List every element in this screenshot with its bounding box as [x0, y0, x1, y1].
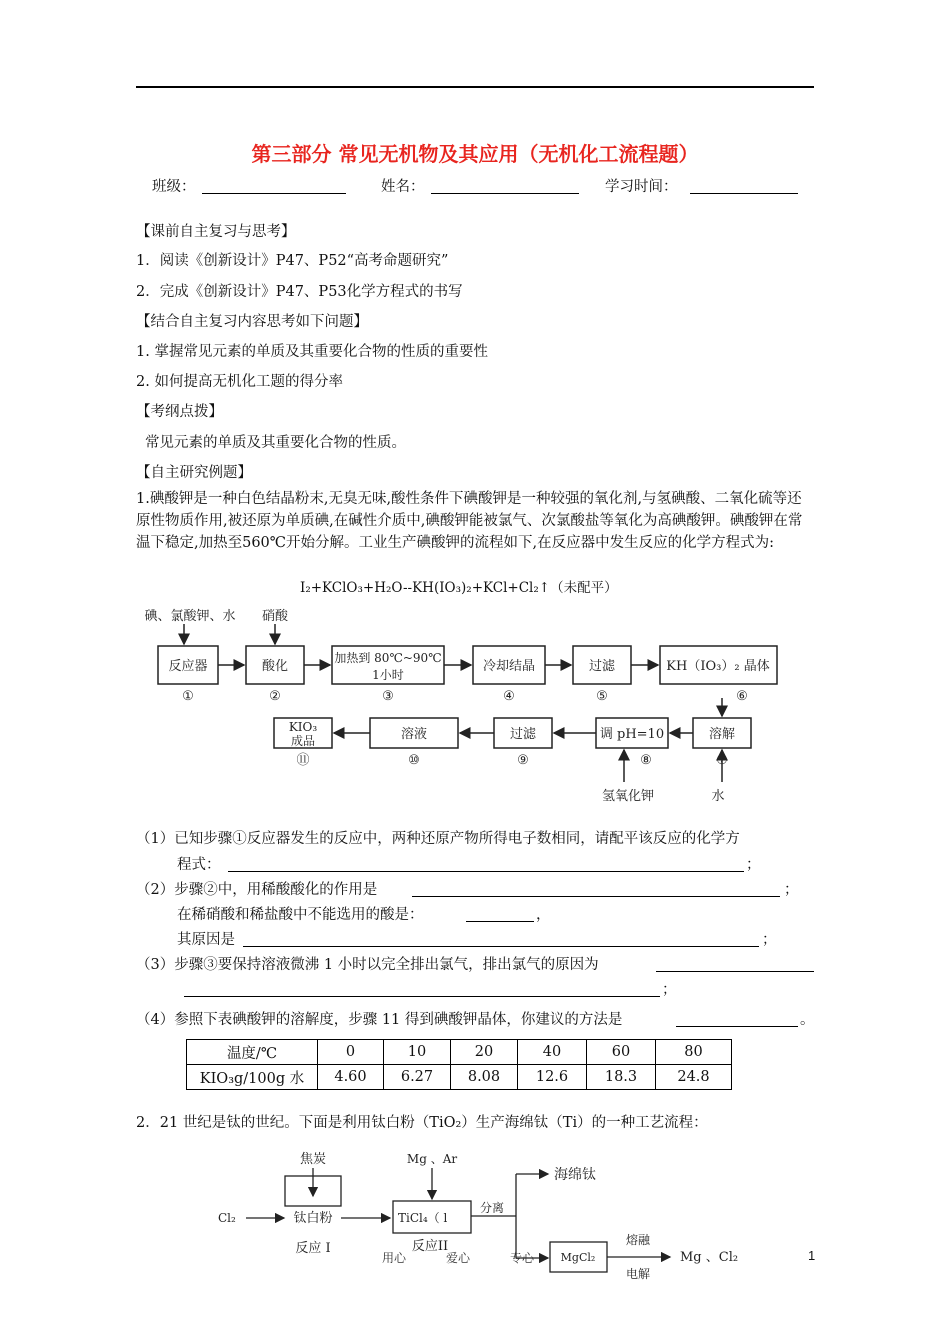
outline-heading: 【考纲点拨】 — [136, 404, 223, 420]
step-10-label: 溶液 — [400, 727, 428, 742]
flow-input-koh: 氢氧化钾 — [601, 789, 655, 804]
step-2-num: ② — [269, 689, 281, 704]
table-cell: 10 — [384, 1040, 451, 1065]
outline-text: 常见元素的单质及其重要化合物的性质。 — [145, 435, 406, 451]
q1-sub3-semicolon: ； — [662, 982, 677, 998]
q1-sub3-answer-blank-2[interactable] — [184, 996, 660, 997]
titanium-flow-diagram — [210, 1146, 790, 1286]
q1-sub4-answer-blank[interactable] — [676, 1026, 798, 1027]
step-3-label: 加热到 80℃~90℃ — [334, 651, 442, 665]
q1-sub2-answer-blank[interactable] — [412, 896, 780, 897]
step-4-label: 冷却结晶 — [482, 659, 536, 674]
table-cell: 8.08 — [451, 1065, 518, 1090]
q1-sub1-semicolon: ； — [746, 857, 761, 873]
think-item-2: 2. 如何提高无机化工题的得分率 — [136, 374, 343, 390]
step-3-label2: 1小时 — [372, 668, 404, 682]
q1-sub2-reason-semicolon: ； — [762, 932, 777, 948]
think-heading: 【结合自主复习内容思考如下问题】 — [136, 314, 368, 330]
class-label: 班级： — [152, 179, 196, 195]
page-title: 第三部分 常见无机物及其应用（无机化工流程题） — [251, 142, 699, 166]
q1-sub2-acid-blank[interactable] — [466, 921, 534, 922]
cl2-input-label: Cl₂ — [218, 1211, 236, 1225]
table-cell: 18.3 — [587, 1065, 656, 1090]
step-8-num: ⑧ — [640, 753, 652, 768]
reaction-2-label: 反应II — [411, 1239, 449, 1254]
step-7-label: 溶解 — [708, 727, 736, 742]
tio2-label: 钛白粉 — [293, 1211, 333, 1226]
step-2-label: 酸化 — [261, 659, 289, 674]
step-11-label2: 成品 — [290, 734, 316, 748]
mgcl2-label: MgCl₂ — [560, 1251, 596, 1264]
table-row — [187, 1040, 732, 1065]
flow-input-nitric-acid: 硝酸 — [261, 609, 289, 624]
q1-sub2-reason-blank[interactable] — [243, 946, 759, 947]
sponge-ti-label: 海绵钛 — [554, 1167, 596, 1183]
watermark-text: 专心 — [510, 1251, 535, 1265]
kio3-flow-diagram — [140, 604, 790, 808]
ticl4-label: TiCl₄（ l — [398, 1211, 448, 1225]
q1-sub2-text: （2）步骤②中，用稀酸酸化的作用是 — [136, 882, 378, 898]
name-blank[interactable] — [431, 193, 579, 194]
step-9-num: ⑨ — [517, 753, 529, 768]
name-label: 姓名： — [381, 179, 425, 195]
watermark-text: 爱心 — [446, 1251, 471, 1265]
flow-input-reagents: 碘、氯酸钾、水 — [144, 609, 236, 624]
class-blank[interactable] — [202, 193, 346, 194]
q1-sub1-answer-blank[interactable] — [228, 871, 744, 872]
reaction-1-label: 反应 I — [295, 1241, 331, 1256]
table-cell: 80 — [656, 1040, 732, 1065]
step-3-num: ③ — [382, 689, 394, 704]
step-4-num: ④ — [503, 689, 515, 704]
step-7-num: ⑦ — [716, 753, 728, 768]
examples-heading: 【自主研究例题】 — [136, 465, 252, 481]
review-item-1: 1．阅读《创新设计》P47、P52“高考命题研究” — [136, 253, 449, 269]
q1-sub4-period: 。 — [800, 1012, 815, 1028]
review-item-2: 2．完成《创新设计》P47、P53化学方程式的书写 — [136, 284, 463, 300]
page-number: 1 — [808, 1248, 816, 1263]
q1-sub1-label: 程式： — [177, 857, 221, 873]
melt-label: 熔融 — [625, 1233, 651, 1247]
time-blank[interactable] — [690, 193, 798, 194]
step-9-label: 过滤 — [509, 727, 537, 742]
step-6-num: ⑥ — [736, 689, 748, 704]
q1-sub2-reason-label: 其原因是 — [177, 932, 235, 948]
q1-sub3-answer-blank[interactable] — [656, 971, 814, 972]
table-cell: 24.8 — [656, 1065, 732, 1090]
q1-sub3-text: （3）步骤③要保持溶液微沸 1 小时以完全排出氯气，排出氯气的原因为 — [136, 957, 599, 973]
table-cell: 20 — [451, 1040, 518, 1065]
q1-intro: 1.碘酸钾是一种白色结晶粉末,无臭无味,酸性条件下碘酸钾是一种较强的氧化剂,与氢碘酸、二氧化硫等还原性物质作用,被还原为单质碘,在碱性介质中,碘酸钾能被氯气、次氯酸盐等氧化为高碘酸钾。碘酸钾在常温下稳定,加热至560℃开始分解。工业生产碘酸钾的流程如下,在反应器中发生反应的化学方程式为: — [136, 491, 803, 551]
table-cell: 温度/℃ — [187, 1040, 318, 1065]
step-1-num: ① — [182, 689, 194, 704]
electrolysis-label: 电解 — [625, 1267, 651, 1281]
review-heading: 【课前自主复习与思考】 — [136, 224, 296, 240]
table-cell: 12.6 — [518, 1065, 587, 1090]
q1-sub2-comma: ， — [536, 907, 551, 923]
solubility-table — [186, 1039, 732, 1090]
step-8-label: 调 pH=10 — [599, 727, 665, 742]
table-cell: 60 — [587, 1040, 656, 1065]
step-11-label: KIO₃ — [288, 720, 318, 734]
table-cell: 0 — [318, 1040, 384, 1065]
separate-label: 分离 — [479, 1201, 505, 1215]
step-5-num: ⑤ — [596, 689, 608, 704]
q1-sub1-text: （1）已知步骤①反应器发生的反应中，两种还原产物所得电子数相同，请配平该反应的化学方 — [136, 831, 740, 847]
table-row — [187, 1065, 732, 1090]
time-label: 学习时间： — [605, 179, 678, 195]
step-11-num: ⑪ — [296, 753, 310, 768]
table-cell: 4.60 — [318, 1065, 384, 1090]
step-1-label: 反应器 — [168, 659, 208, 674]
header-rule — [136, 86, 814, 88]
table-cell: 40 — [518, 1040, 587, 1065]
products-label: Mg 、Cl₂ — [680, 1250, 739, 1265]
step-6-label: KH（IO₃）₂ 晶体 — [666, 659, 770, 674]
think-item-1: 1. 掌握常见元素的单质及其重要化合物的性质的重要性 — [136, 344, 488, 360]
q1-sub4-text: （4）参照下表碘酸钾的溶解度，步骤 11 得到碘酸钾晶体，你建议的方法是 — [136, 1012, 623, 1028]
flow-input-water: 水 — [711, 789, 725, 804]
step-5-label: 过滤 — [588, 659, 616, 674]
watermark-text: 用心 — [382, 1251, 407, 1265]
q1-sub2-semicolon: ； — [784, 882, 799, 898]
q2-intro: 2．21 世纪是钛的世纪。下面是利用钛白粉（TiO₂）生产海绵钛（Ti）的一种工艺流程： — [136, 1115, 708, 1131]
coke-label: 焦炭 — [299, 1152, 327, 1167]
q1-sub2-acid-question: 在稀硝酸和稀盐酸中不能选用的酸是： — [177, 907, 424, 923]
q1-equation: I₂+KClO₃+H₂O--KH(IO₃)₂+KCl+Cl₂↑（未配平） — [300, 580, 618, 596]
mg-ar-label: Mg 、Ar — [406, 1152, 458, 1166]
table-cell: 6.27 — [384, 1065, 451, 1090]
step-10-num: ⑩ — [408, 753, 420, 768]
table-cell: KIO₃g/100g 水 — [187, 1065, 318, 1090]
